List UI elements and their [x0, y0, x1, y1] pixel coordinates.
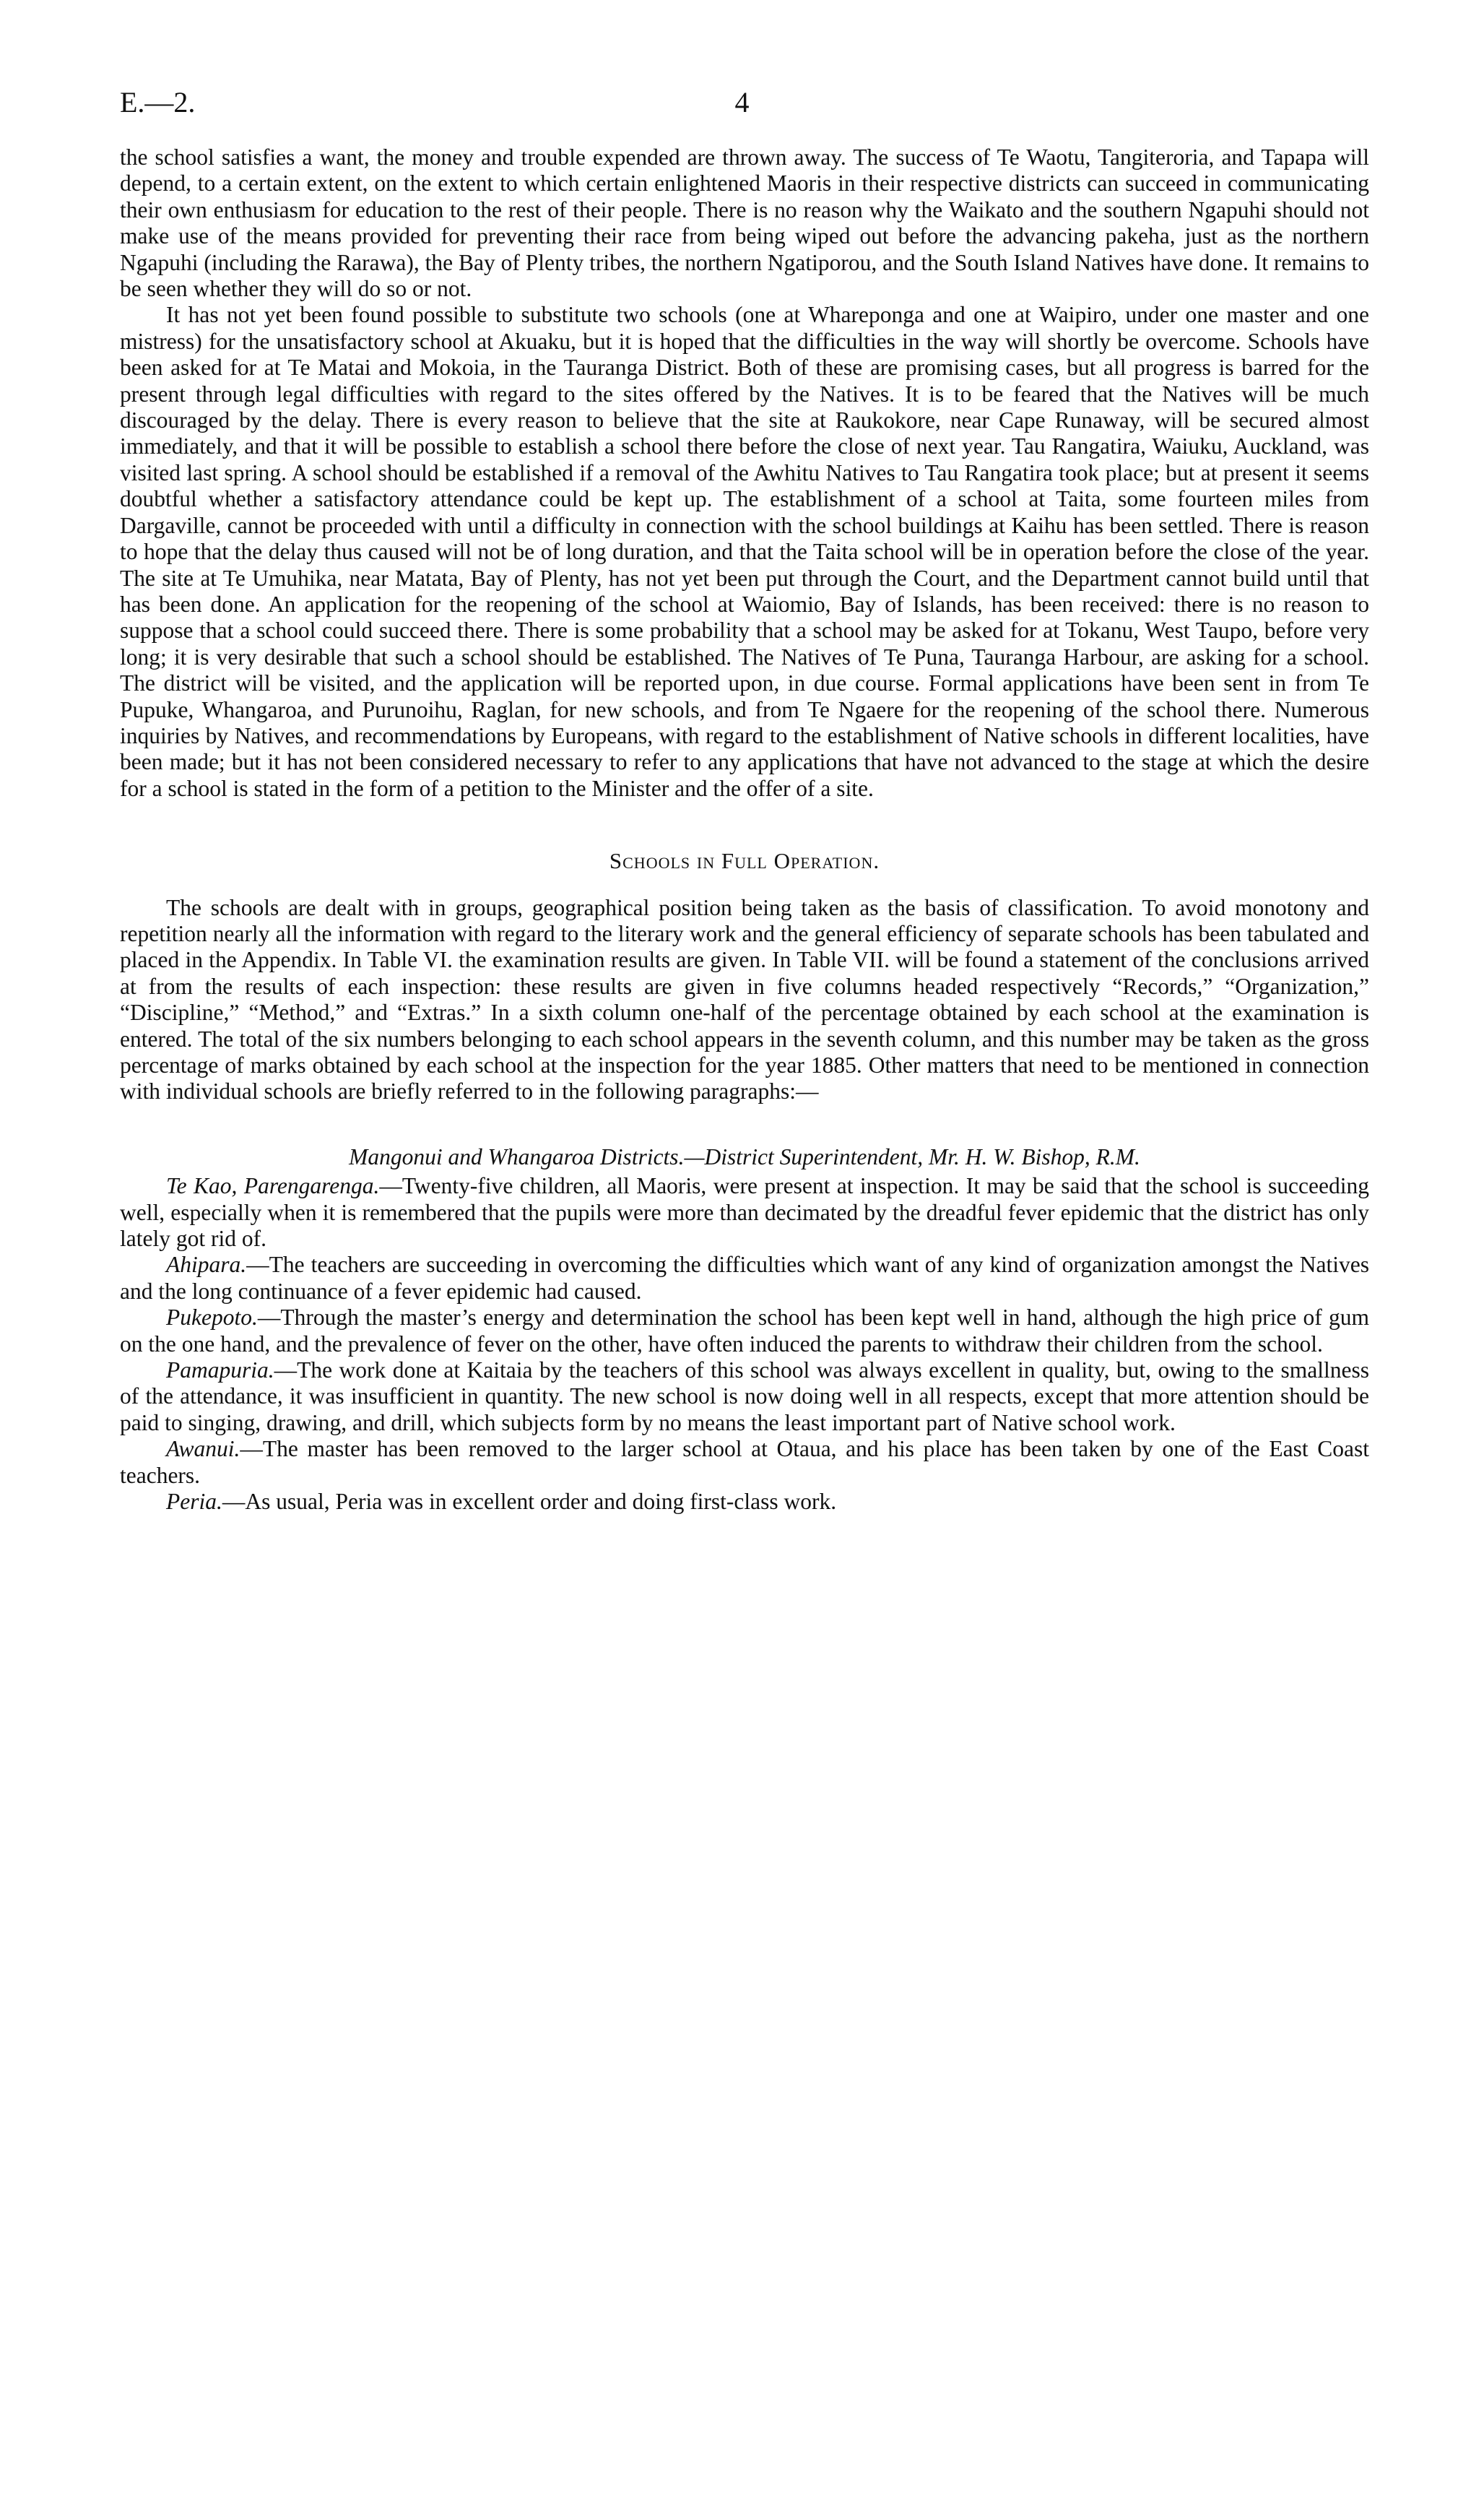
section-heading: Schools in Full Operation. [609, 848, 880, 874]
school-paragraph [120, 1305, 1369, 1357]
school-name: Pamapuria. [166, 1357, 274, 1383]
school-paragraph [120, 1252, 1369, 1305]
school-paragraph [120, 1489, 1369, 1515]
paragraph: The schools are dealt with in groups, geographical position being taken as the basis of classification. To avoid monotony and repetition nearly all the information with regard to the literary work and the general efficiency of separate schools has been tabulated and placed in the Appendix. In Table VI. the examination results are given. In Table VII. will be found a statement of the conclusions arrived at from the results of each inspection: these results are given in five columns headed respectively “Records,” “Organization,” “Discipline,” “Method,” and “Extras.” In a sixth column one-half of the percentage obtained by each school at the examination is entered. The total of the six numbers belonging to each school appears in the seventh column, and this number may be taken as the gross percentage of marks obtained by each school at the inspection for the year 1885. Other matters that need to be mentioned in connection with individual schools are briefly referred to in the following paragraphs:— [120, 894, 1369, 1104]
school-paragraph [120, 1436, 1369, 1489]
page-number: 4 [734, 86, 750, 118]
document-reference: E.—2. [120, 86, 196, 118]
school-text: —As usual, Peria was in excellent order and doing first-class work. [222, 1489, 837, 1515]
school-paragraph [120, 1173, 1369, 1252]
school-name: Te Kao, Parengarenga. [166, 1173, 380, 1199]
school-text: —Through the master’s energy and determination the school has been kept well in hand, although the high price of gum on the one hand, and the prevalence of fever on the other, have often induced the parents to withdraw their children from the school. [120, 1305, 1369, 1357]
school-name: Awanui. [166, 1436, 240, 1462]
school-paragraph [120, 1357, 1369, 1436]
paragraph: It has not yet been found possible to substitute two schools (one at Whareponga and one at Waipiro, under one master and one mistress) for the unsatisfactory school at Akuaku, but it is hoped that the difficulties in the way will shortly be overcome. Schools have been asked for at Te Matai and Mokoia, in the Tauranga District. Both of these are promising cases, but all progress is barred for the present through legal difficulties with regard to the sites offered by the Natives. It is to be feared that the Natives will be much discouraged by the delay. There is every reason to believe that the site at Raukokore, near Cape Runaway, will be secured almost immediately, and that it will be possible to establish a school there before the close of next year. Tau Rangatira, Waiuku, Auckland, was visited last spring. A school should be established if a removal of the Awhitu Natives to Tau Rangatira took place; but at present it seems doubtful whether a satisfactory attendance could be kept up. The establishment of a school at Taita, some fourteen miles from Dargaville, cannot be proceeded with until a difficulty in connection with the school buildings at Kaihu has been settled. There is reason to hope that the delay thus caused will not be of long duration, and that the Taita school will be in operation before the close of the year. The site at Te Umuhika, near Matata, Bay of Plenty, has not yet been put through the Court, and the Department cannot build until that has been done. An application for the reopening of the school at Waiomio, Bay of Islands, has been received: there is no reason to suppose that a school could succeed there. There is some probability that a school may be asked for at Tokanu, West Taupo, before very long; it is very desirable that such a school should be established. The Natives of Te Puna, Tauranga Harbour, are asking for a school. The district will be visited, and the application will be reported upon, in due course. Formal applications have been sent in from Te Pupuke, Whangaroa, and Purunoihu, Raglan, for new schools, and from Te Ngaere for the reopening of the school there. Numerous inquiries by Natives, and recommendations by Europeans, with regard to the establishment of Native schools in different localities, have been made; but it has not been considered necessary to refer to any applications that have not advanced to the stage at which the desire for a school is stated in the form of a petition to the Minister and the offer of a site. [120, 302, 1369, 801]
school-text: —Twenty-five children, all Maoris, were present at inspection. It may be said that the school is succeeding well, especially when it is remembered that the pupils were more than decimated by the dreadful fever epidemic that the district has only lately got rid of. [120, 1173, 1369, 1252]
district-heading: Mangonui and Whangaroa Districts.—District Superintendent, Mr. H. W. Bishop, R.M. [349, 1143, 1140, 1169]
school-name: Peria. [166, 1489, 222, 1515]
school-text: —The work done at Kaitaia by the teachers of this school was always excellent in quality, but, owing to the smallness of the attendance, it was insufficient in quantity. The new school is now doing well in all respects, except that more attention should be paid to singing, drawing, and drill, which subjects form by no means the least important part of Native school work. [120, 1357, 1369, 1435]
school-text: —The master has been removed to the larger school at Otaua, and his place has been taken by one of the East Coast teachers. [120, 1436, 1369, 1488]
school-text: —The teachers are succeeding in overcoming the difficulties which want of any kind of organization amongst the Natives and the long continuance of a fever epidemic had caused. [120, 1252, 1369, 1304]
school-name: Ahipara. [166, 1252, 247, 1278]
paragraph: the school satisfies a want, the money and trouble expended are thrown away. The success of Te Waotu, Tangiteroria, and Tapapa will depend, to a certain extent, on the extent to which certain enlightened Maoris in their respective districts can succeed in communicating their own enthusiasm for education to the rest of their people. There is no reason why the Waikato and the southern Ngapuhi should not make use of the means provided for preventing their race from being wiped out before the advancing pakeha, just as the northern Ngapuhi (including the Rarawa), the Bay of Plenty tribes, the northern Ngatiporou, and the South Island Natives have done. It remains to be seen whether they will do so or not. [120, 144, 1369, 302]
school-name: Pukepoto. [166, 1305, 258, 1331]
document-body [120, 144, 1369, 1515]
